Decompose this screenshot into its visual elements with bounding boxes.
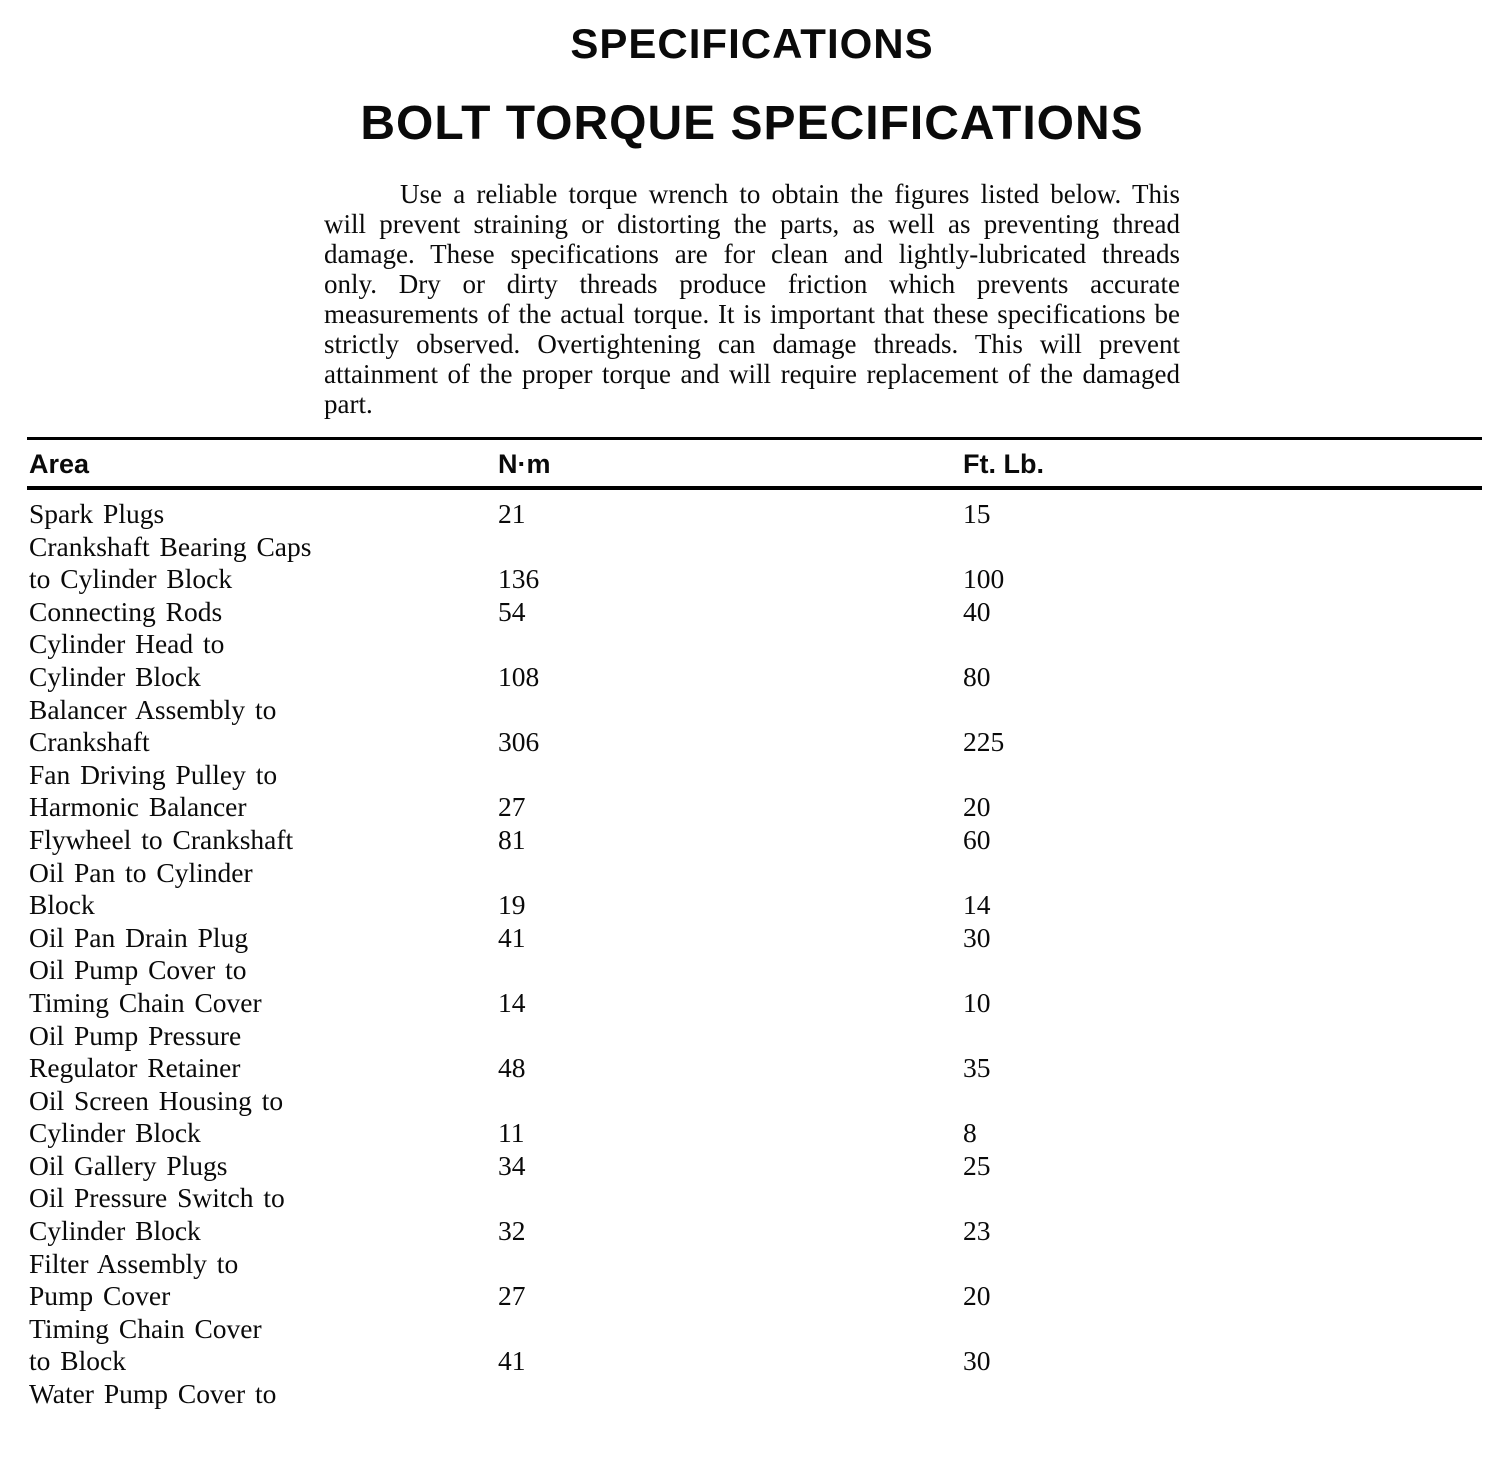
table-row — [29, 857, 1482, 890]
row-area: Regulator Retainer — [29, 1052, 241, 1084]
row-ftlb: 60 — [963, 823, 991, 855]
row-area: Water Pump Cover to — [29, 1378, 277, 1410]
row-area: Block — [29, 889, 95, 921]
row-area: Cylinder Block — [29, 1117, 201, 1149]
row-ftlb — [963, 857, 1482, 890]
row-nm — [498, 1313, 963, 1346]
row-area: Crankshaft Bearing Caps — [29, 530, 312, 562]
table-row — [29, 791, 1482, 824]
table-row — [29, 563, 1482, 596]
table-row — [29, 1020, 1482, 1053]
row-area: Oil Pump Pressure — [29, 1019, 242, 1051]
row-area: Flywheel to Crankshaft — [29, 823, 294, 855]
row-nm: 27 — [498, 1280, 526, 1312]
row-area: Pump Cover — [29, 1280, 171, 1312]
table-row — [29, 987, 1482, 1020]
table-row — [29, 1150, 1482, 1183]
table-row — [29, 1215, 1482, 1248]
row-ftlb: 100 — [963, 563, 1005, 595]
row-ftlb — [963, 1020, 1482, 1053]
row-area: Spark Plugs — [29, 498, 165, 529]
row-ftlb: 10 — [963, 986, 991, 1018]
row-area: Oil Pan to Cylinder — [29, 856, 253, 888]
table-row — [29, 1248, 1482, 1281]
row-area: Crankshaft — [29, 726, 150, 758]
row-nm: 48 — [498, 1052, 526, 1084]
row-area: Oil Pressure Switch to — [29, 1182, 285, 1214]
page-title: SPECIFICATIONS — [570, 20, 934, 67]
row-nm: 19 — [498, 889, 526, 921]
row-area: Filter Assembly to — [29, 1247, 239, 1279]
row-area: Harmonic Balancer — [29, 791, 247, 823]
row-nm — [498, 1182, 963, 1215]
row-area: Timing Chain Cover — [29, 1312, 262, 1344]
row-nm: 136 — [498, 563, 540, 595]
row-nm — [498, 759, 963, 792]
row-nm — [498, 1248, 963, 1281]
header-nm: N·m — [498, 449, 551, 479]
table-row — [29, 954, 1482, 987]
row-ftlb — [963, 1313, 1482, 1346]
table-row — [29, 661, 1482, 694]
row-ftlb: 30 — [963, 921, 991, 953]
row-ftlb — [963, 954, 1482, 987]
row-nm: 54 — [498, 595, 526, 627]
table-row — [29, 1378, 1482, 1411]
row-ftlb — [963, 531, 1482, 564]
intro-paragraph: Use a reliable torque wrench to obtain the figures listed below. This will prevent straining or distorting the parts, as well as preventing thread damage. These specifications are for clean and lightly-lubricated threads only. Dry or dirty threads produce friction which prevents accurate measurements of the actual torque. It is important that these specifications be strictly observed. Overtightening can damage threads. This will prevent attainment of the proper torque and will require replacement of the damaged part. — [324, 179, 1180, 419]
row-ftlb: 40 — [963, 595, 991, 627]
table-body — [27, 498, 1482, 1411]
row-area: to Block — [29, 1345, 126, 1377]
header-ftlb: Ft. Lb. — [963, 449, 1044, 479]
row-nm — [498, 531, 963, 564]
table-row — [29, 824, 1482, 857]
header-area: Area — [29, 449, 90, 479]
row-nm: 108 — [498, 660, 540, 692]
row-area: Oil Screen Housing to — [29, 1084, 284, 1116]
row-ftlb — [963, 759, 1482, 792]
table-row — [29, 1280, 1482, 1313]
table-row — [29, 1117, 1482, 1150]
row-ftlb: 20 — [963, 791, 991, 823]
row-nm: 27 — [498, 791, 526, 823]
row-area: Cylinder Head to — [29, 628, 225, 660]
row-nm — [498, 694, 963, 727]
row-area: Oil Pump Cover to — [29, 954, 247, 986]
row-ftlb: 225 — [963, 726, 1005, 758]
table-row — [29, 1052, 1482, 1085]
row-nm — [498, 857, 963, 890]
row-area: Cylinder Block — [29, 660, 201, 692]
table-row — [29, 531, 1482, 564]
row-area: to Cylinder Block — [29, 563, 233, 595]
table-row — [29, 498, 1482, 531]
row-ftlb: 23 — [963, 1215, 991, 1247]
table-row — [29, 628, 1482, 661]
row-area: Balancer Assembly to — [29, 693, 277, 725]
row-nm: 41 — [498, 921, 526, 953]
row-ftlb: 35 — [963, 1052, 991, 1084]
table-row — [29, 1085, 1482, 1118]
table-row — [29, 1345, 1482, 1378]
table-row — [29, 694, 1482, 727]
row-nm: 21 — [498, 498, 526, 529]
row-nm: 32 — [498, 1215, 526, 1247]
table-row — [29, 922, 1482, 955]
table-top-rule — [27, 437, 1482, 440]
row-area: Connecting Rods — [29, 595, 223, 627]
row-ftlb: 14 — [963, 889, 991, 921]
row-ftlb: 20 — [963, 1280, 991, 1312]
row-area: Timing Chain Cover — [29, 986, 262, 1018]
row-ftlb — [963, 1248, 1482, 1281]
row-ftlb — [963, 694, 1482, 727]
table-header-rule — [27, 486, 1482, 490]
row-nm — [498, 954, 963, 987]
row-nm: 14 — [498, 986, 526, 1018]
row-nm — [498, 1020, 963, 1053]
row-nm: 11 — [498, 1117, 525, 1149]
table-row — [29, 726, 1482, 759]
table-header-row — [27, 444, 1482, 486]
row-ftlb — [963, 1085, 1482, 1118]
row-nm — [498, 628, 963, 661]
row-nm — [498, 1085, 963, 1118]
row-ftlb: 15 — [963, 498, 991, 529]
table-row — [29, 759, 1482, 792]
row-nm: 41 — [498, 1345, 526, 1377]
row-ftlb: 30 — [963, 1345, 991, 1377]
row-area: Oil Pan Drain Plug — [29, 921, 249, 953]
row-area: Oil Gallery Plugs — [29, 1149, 228, 1181]
row-ftlb — [963, 1378, 1482, 1411]
row-ftlb — [963, 628, 1482, 661]
row-ftlb: 80 — [963, 660, 991, 692]
row-nm — [498, 1378, 963, 1411]
row-nm: 306 — [498, 726, 540, 758]
torque-spec-table — [0, 437, 1504, 1411]
row-ftlb — [963, 1182, 1482, 1215]
row-ftlb: 25 — [963, 1149, 991, 1181]
table-row — [29, 596, 1482, 629]
row-ftlb: 8 — [963, 1117, 977, 1149]
row-nm: 81 — [498, 823, 526, 855]
row-area: Cylinder Block — [29, 1215, 201, 1247]
table-row — [29, 889, 1482, 922]
row-area: Fan Driving Pulley to — [29, 758, 278, 790]
row-nm: 34 — [498, 1149, 526, 1181]
table-row — [29, 1182, 1482, 1215]
table-row — [29, 1313, 1482, 1346]
page-subtitle: BOLT TORQUE SPECIFICATIONS — [360, 97, 1144, 150]
